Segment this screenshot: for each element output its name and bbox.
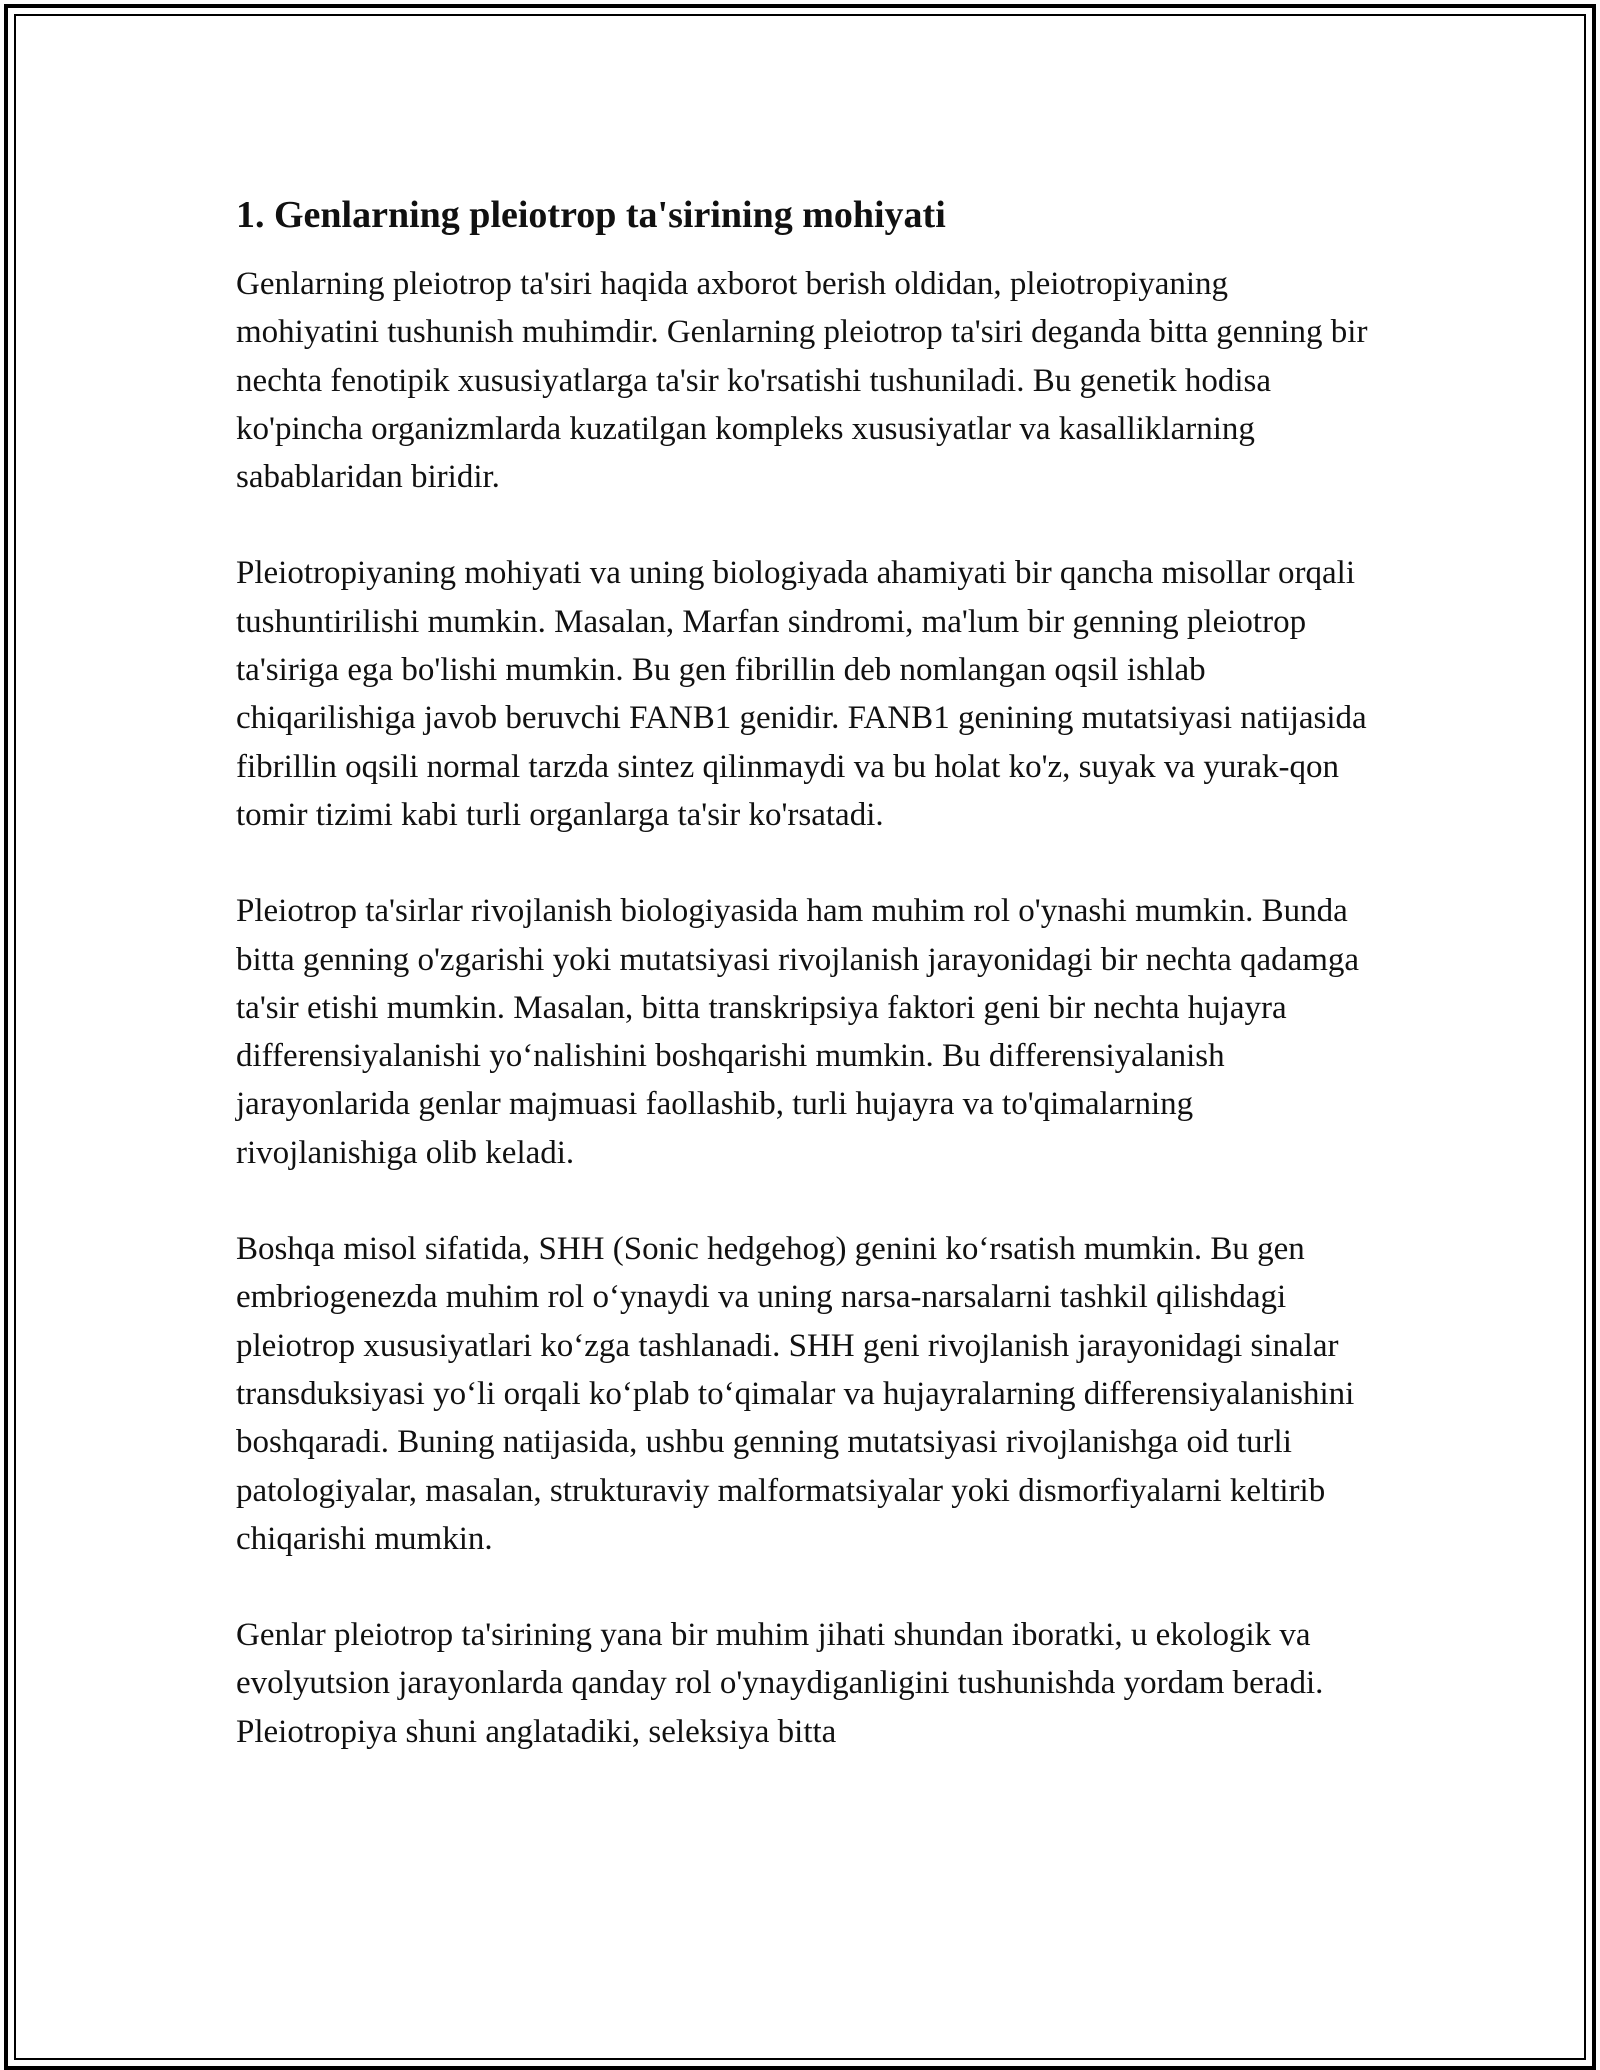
paragraph-4: Boshqa misol sifatida, SHH (Sonic hedgehog) genini ko‘rsatish mumkin. Bu gen embriogenezda muhim rol o‘ynaydi va uning narsa-narsalarni tashkil qilishdagi pleiotrop xususiyatlari ko‘zga tashlanadi. SHH geni rivojlanish jarayonidagi sinalar transduksiyasi yo‘li orqali ko‘plab to‘qimalar va hujayralarning differensiyalanishini boshqaradi. Buning natijasida, ushbu genning mutatsiyasi rivojlanishga oid turli patologiyalar, masalan, strukturaviy malformatsiyalar yoki dismorfiyalarni keltirib chiqarishi mumkin.: [236, 1231, 1355, 1557]
paragraph-5: Genlar pleiotrop ta'sirining yana bir muhim jihati shundan iboratki, u ekologik va evolyutsion jarayonlarda qanday rol o'ynaydiganligini tushunishda yordam beradi. Pleiotropiya shuni anglatadiki, seleksiya bitta: [236, 1617, 1324, 1750]
paragraph-1: Genlarning pleiotrop ta'siri haqida axborot berish oldidan, pleiotropiyaning mohiyatini tushunish muhimdir. Genlarning pleiotrop ta'siri deganda bitta genning bir nechta fenotipik xususiyatlarga ta'sir ko'rsatishi tushuniladi. Bu genetik hodisa ko'pincha organizmlarda kuzatilgan kompleks xususiyatlar va kasalliklarning sabablaridan biridir.: [236, 266, 1368, 496]
paragraph-3: Pleiotrop ta'sirlar rivojlanish biologiyasida ham muhim rol o'ynashi mumkin. Bunda bitta genning o'zgarishi yoki mutatsiyasi rivojlanish jarayonidagi bir nechta qadamga ta'sir etishi mumkin. Masalan, bitta transkripsiya faktori geni bir nechta hujayra differensiyalanishi yo‘nalishini boshqarishi mumkin. Bu differensiyalanish jarayonlarida genlar majmuasi faollashib, turli hujayra va to'qimalarning rivojlanishiga olib keladi.: [236, 893, 1360, 1171]
document-body: [236, 190, 1376, 1804]
section-heading: 1. Genlarning pleiotrop ta'sirining mohiyati: [236, 194, 946, 236]
paragraph-2: Pleiotropiyaning mohiyati va uning biologiyada ahamiyati bir qancha misollar orqali tushuntirilishi mumkin. Masalan, Marfan sindromi, ma'lum bir genning pleiotrop ta'siriga ega bo'lishi mumkin. Bu gen fibrillin deb nomlangan oqsil ishlab chiqarilishiga javob beruvchi FANB1 genidir. FANB1 genining mutatsiyasi natijasida fibrillin oqsili normal tarzda sintez qilinmaydi va bu holat ko'z, suyak va yurak-qon tomir tizimi kabi turli organlarga ta'sir ko'rsatadi.: [236, 555, 1367, 833]
